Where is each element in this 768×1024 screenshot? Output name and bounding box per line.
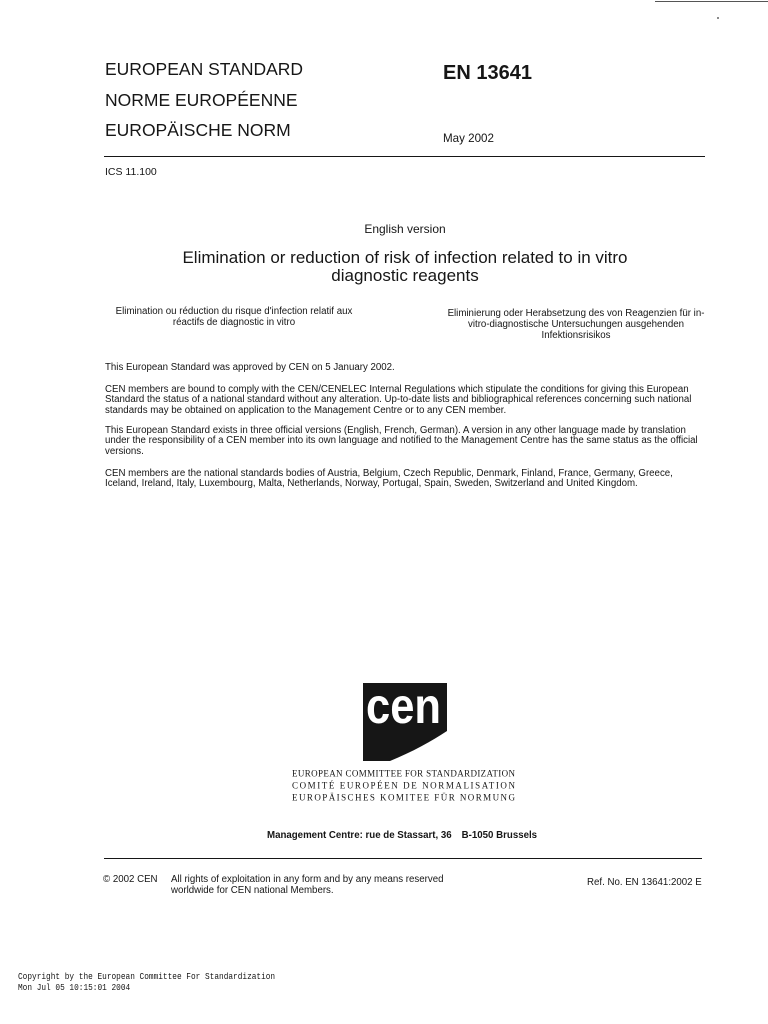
committee-name-english: EUROPEAN COMMITTEE FOR STANDARDIZATION (292, 768, 515, 779)
rights-line: All rights of exploitation in any form and by any means reserved (171, 873, 444, 885)
committee-name-german: EUROPÄISCHES KOMITEE FÜR NORMUNG (292, 792, 515, 803)
cen-logo-lettering: cen (366, 680, 441, 734)
title-english-line: diagnostic reagents (331, 266, 479, 286)
title-german-line: Eliminierung oder Herabsetzung des von Reagenzien für in- (447, 307, 705, 319)
paragraph-line: under the responsibility of a CEN member into its own language and notified to the Management Centre has the same status as the official (105, 435, 698, 447)
members-paragraph (105, 469, 673, 491)
title-german-line: vitro-diagnostische Untersuchungen ausgehenden (468, 318, 684, 330)
ics-code: ICS 11.100 (105, 166, 157, 179)
print-stamp-line: Copyright by the European Committee For Standardization (18, 970, 276, 982)
committee-name-french: COMITÉ EUROPÉEN DE NORMALISATION (292, 780, 515, 791)
title-french (104, 306, 364, 328)
publication-date: May 2002 (443, 132, 494, 146)
paragraph-line: Iceland, Ireland, Italy, Luxembourg, Malta, Netherlands, Norway, Portugal, Spain, Sweden, Switzerland and United Kingdom. (105, 478, 638, 490)
standard-type-german: EUROPÄISCHE NORM (105, 120, 291, 141)
address-city: B-1050 Brussels (461, 830, 538, 842)
standard-type-english: EUROPEAN STANDARD (105, 59, 304, 80)
version-label: English version (364, 221, 446, 236)
paragraph-line: CEN members are the national standards bodies of Austria, Belgium, Czech Republic, Denmark, Finland, France, Germany, Greece, (105, 467, 673, 479)
footer-divider (104, 858, 702, 860)
approval-paragraph (105, 363, 395, 374)
standard-type-french: NORME EUROPÉENNE (105, 90, 298, 111)
management-centre-address (267, 831, 537, 841)
standard-number: EN 13641 (443, 62, 532, 85)
paragraph-line: This European Standard was approved by CEN on 5 January 2002. (105, 361, 395, 373)
title-english-line: Elimination or reduction of risk of infection related to in vitro (182, 248, 628, 268)
versions-paragraph (105, 426, 698, 458)
title-french-line: réactifs de diagnostic in vitro (172, 316, 296, 328)
title-english (105, 249, 705, 285)
reference-number: Ref. No. EN 13641:2002 E (587, 876, 702, 888)
header-divider (104, 156, 705, 158)
cen-logo (360, 680, 450, 764)
title-german (441, 308, 711, 341)
print-stamp-line: Mon Jul 05 10:15:01 2004 (18, 981, 131, 993)
paragraph-line: This European Standard exists in three official versions (English, French, German). A version in any other language made by translation (105, 424, 686, 436)
paragraph-line: versions. (105, 446, 144, 458)
print-stamp (18, 971, 275, 993)
rights-line: worldwide for CEN national Members. (171, 884, 334, 896)
scan-speck (717, 17, 719, 19)
compliance-paragraph (105, 385, 691, 417)
title-german-line: Infektionsrisikos (541, 329, 611, 341)
rights-statement (171, 874, 443, 896)
paragraph-line: standards may be obtained on application to the Management Centre or to any CEN member. (105, 405, 507, 417)
scan-edge-line (655, 1, 768, 2)
address-street: Management Centre: rue de Stassart, 36 (267, 830, 452, 842)
title-french-line: Elimination ou réduction du risque d'infection relatif aux (115, 305, 353, 317)
paragraph-line: Standard the status of a national standard without any alteration. Up-to-date lists and bibliographical references concerning such national (105, 394, 692, 406)
paragraph-line: CEN members are bound to comply with the CEN/CENELEC Internal Regulations which stipulate the conditions for giving this European (105, 383, 689, 395)
committee-names (290, 764, 520, 804)
copyright-notice: © 2002 CEN (103, 873, 158, 885)
